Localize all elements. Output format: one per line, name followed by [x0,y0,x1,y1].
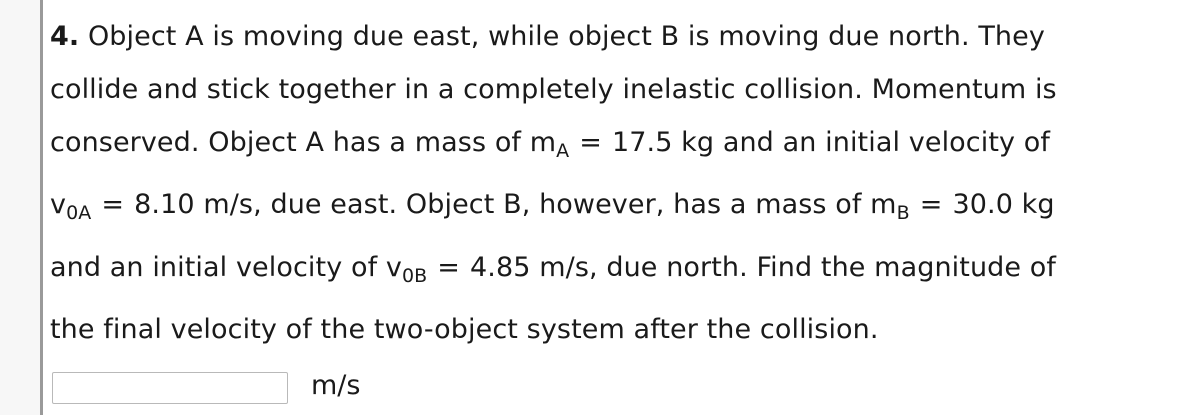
question-line-6 [50,314,879,345]
answer-unit-label: m/s [311,370,361,401]
question-text-line-2: collide and stick together in a completely inelastic collision. Momentum is [50,74,1057,105]
mass-a-subscript: A [556,140,570,162]
question-text-line-4-suffix: 30.0 kg [952,189,1055,220]
question-line-5 [50,252,1057,287]
equals-sign: = [919,189,943,220]
question-line-1 [50,21,1045,52]
question-text-line-3-suffix: 17.5 kg and an initial velocity of [611,127,1051,158]
equals-sign: = [579,127,602,158]
question-number: 4. [50,21,80,52]
question-text-line-6: the final velocity of the two-object system after the collision. [50,314,879,345]
question-text-line-4-mid: 8.10 m/s, due east. Object B, however, has a mass of m [134,189,897,220]
velocity-a-symbol: v [50,189,67,220]
velocity-b-subscript: 0B [401,265,428,287]
question-text-line-5-prefix: and an initial velocity of v [50,252,402,283]
question-text-line-1: Object A is moving due east, while object B is moving due north. They [87,21,1045,52]
equals-sign: = [101,189,125,220]
question-line-4 [50,189,1055,224]
question-line-2 [50,74,1057,105]
mass-b-subscript: B [896,202,910,224]
question-text-line-3-prefix: conserved. Object A has a mass of m [50,127,557,158]
question-left-border [40,0,43,415]
question-text-line-5-suffix: 4.85 m/s, due north. Find the magnitude of [470,252,1057,283]
question-line-3 [50,127,1051,162]
equals-sign: = [437,252,461,283]
velocity-a-subscript: 0A [66,202,92,224]
left-margin [0,0,40,415]
answer-input[interactable] [52,372,288,404]
